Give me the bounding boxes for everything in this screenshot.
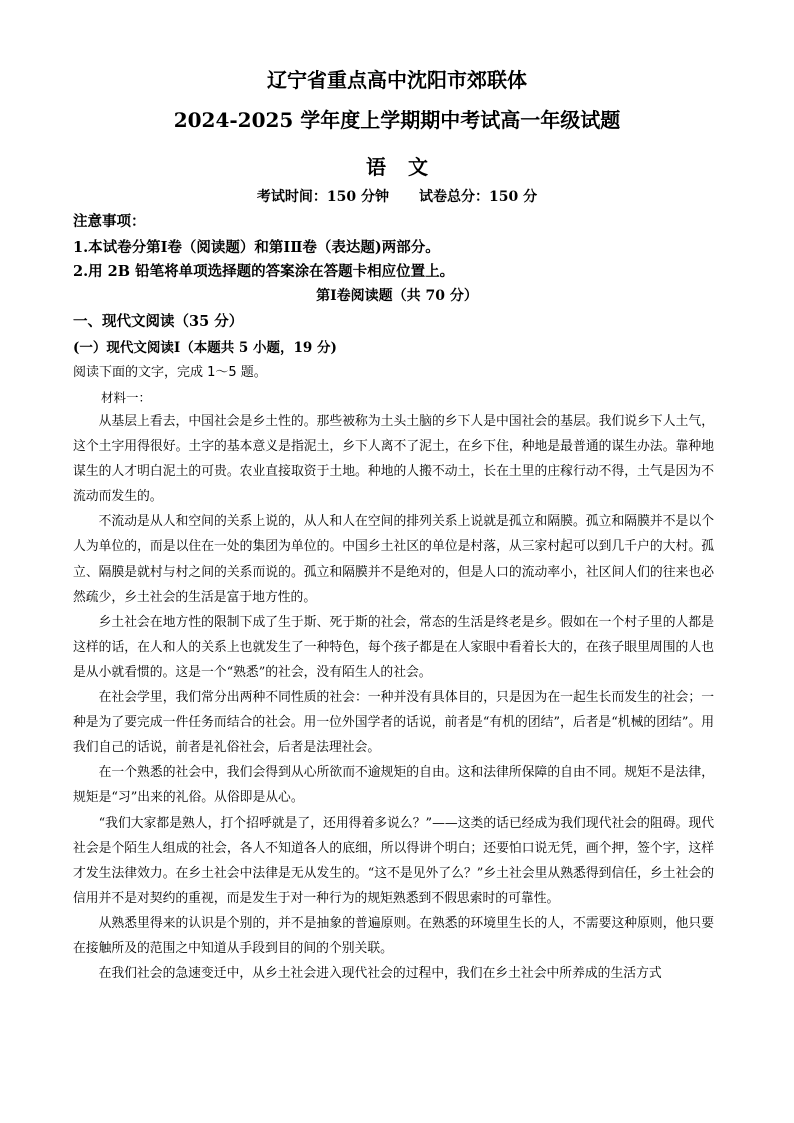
note-item-2: 2.用 2B 铅笔将单项选择题的答案涂在答题卡相应位置上。 — [73, 263, 455, 280]
subject-title — [0, 153, 794, 181]
total-score: 试卷总分：150 分 — [419, 189, 538, 205]
part1-title: 第Ⅰ卷阅读题（共 70 分） — [316, 288, 478, 304]
passage-paragraph: 从熟悉里得来的认识是个别的，并不是抽象的普遍原则。在熟悉的环境里生长的人，不需要这种原则，他只要在接触所及的范围之中知道从手段到目的间的个别关联。 — [73, 915, 714, 956]
exam-meta — [0, 186, 794, 208]
reading-instruction: 阅读下面的文字，完成 1～5 题。 — [73, 365, 267, 380]
note-item-1: 1.本试卷分第Ⅰ卷（阅读题）和第ⅠⅡ卷（表达题)两部分。 — [73, 239, 440, 256]
subject-char-2: 文 — [408, 155, 428, 179]
exam-time: 考试时间：150 分钟 — [256, 189, 389, 205]
passage-paragraph: 在我们社会的急速变迁中，从乡土社会进入现代社会的过程中，我们在乡土社会中所养成的生活方式 — [98, 966, 662, 982]
exam-title-line1: 辽宁省重点高中沈阳市郊联体 — [267, 68, 527, 92]
passage-paragraph: 从基层上看去，中国社会是乡土性的。那些被称为土头土脑的乡下人是中国社会的基层。我们说乡下人土气，这个土字用得很好。土字的基本意义是指泥土，乡下人离不了泥土，在乡下住，种地是最普通的谋生办法。靠种地谋生的人才明白泥土的可贵。农业直接取资于土地。种地的人搬不动土，长在土里的庄稼行动不得，土气是因为不流动而发生的。 — [73, 414, 714, 505]
passage-paragraph: “我们大家都是熟人，打个招呼就是了，还用得着多说么？”——这类的话已经成为我们现代社会的阻碍。现代社会是个陌生人组成的社会，各人不知道各人的底细，所以得讲个明白；还要怕口说无凭，画个押，签个字，这样才发生法律效力。在乡土社会中法律是无从发生的。“这不是见外了么？”乡土社会里从熟悉得到信任，乡土社会的信用并不是对契约的重视，而是发生于对一种行为的规矩熟悉到不假思索时的可靠性。 — [73, 815, 714, 906]
passage-paragraph: 在社会学里，我们常分出两种不同性质的社会：一种并没有具体目的，只是因为在一起生长而发生的社会；一种是为了要完成一件任务而结合的社会。用一位外国学者的话说，前者是“有机的团结”，后者是“机械的团结”。用我们自己的话说，前者是礼俗社会，后者是法理社会。 — [73, 690, 714, 756]
reading-passage — [73, 409, 714, 986]
exam-title-line2: 2024-2025 学年度上学期期中考试高一年级试题 — [173, 108, 621, 132]
passage-paragraph: 不流动是从人和空间的关系上说的，从人和人在空间的排列关系上说就是孤立和隔膜。孤立和隔膜并不是以个人为单位的，而是以住在一处的集团为单位的。中国乡土社区的单位是村落，从三家村起可以到几千户的大村。孤立、隔膜是就村与村之间的关系而说的。孤立和隔膜并不是绝对的，但是人口的流动率小，社区间人们的往来也必然疏少，乡土社会的生活是富于地方性的。 — [73, 514, 714, 605]
section-heading: 一、现代文阅读（35 分） — [73, 313, 244, 330]
material-label: 材料一： — [101, 390, 152, 405]
passage-paragraph: 在一个熟悉的社会中，我们会得到从心所欲而不逾规矩的自由。这和法律所保障的自由不同。规矩不是法律，规矩是“习”出来的礼俗。从俗即是从心。 — [73, 765, 714, 806]
subject-char-1: 语 — [366, 155, 386, 179]
passage-paragraph: 乡土社会在地方性的限制下成了生于斯、死于斯的社会，常态的生活是终老是乡。假如在一个村子里的人都是这样的话，在人和人的关系上也就发生了一种特色，每个孩子都是在人家眼中看着长大的，在孩子眼里周围的人也是从小就看惯的。这是一个“熟悉”的社会，没有陌生人的社会。 — [73, 614, 714, 680]
subsection-heading: (一）现代文阅读Ⅰ（本题共 5 小题，19 分) — [73, 340, 337, 356]
notes-heading: 注意事项： — [73, 213, 146, 230]
